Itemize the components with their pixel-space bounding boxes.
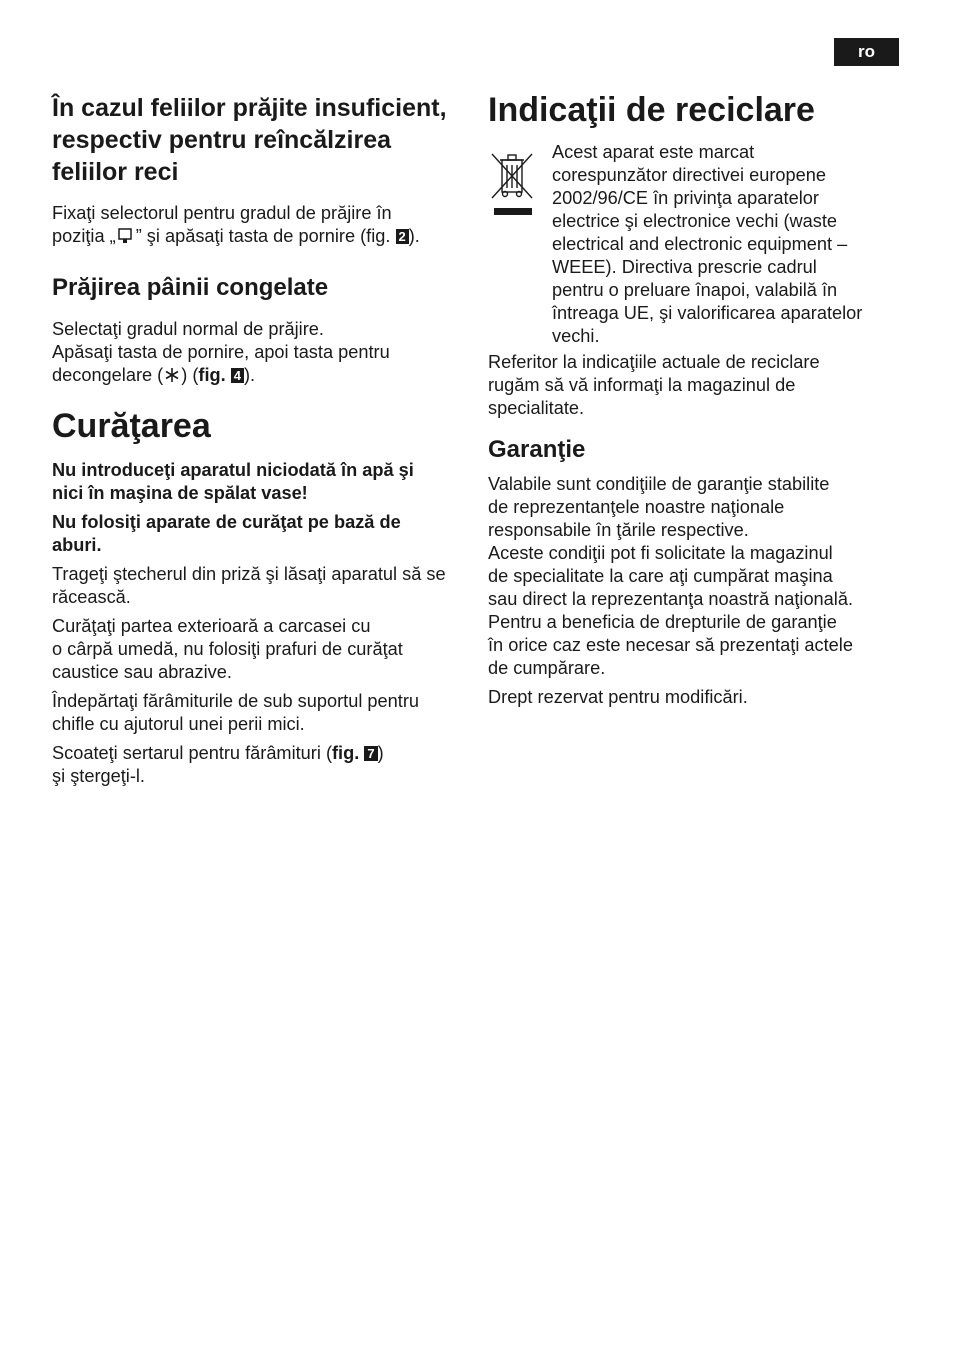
crumb-tray-paragraph [52, 742, 472, 788]
text-line: şi ştergeţi-l. [52, 766, 145, 786]
warranty-paragraph [488, 473, 908, 680]
snowflake-icon [163, 366, 181, 384]
text-line: Aceste condiţii pot fi solicitate la magazinul [488, 543, 833, 563]
text-line: întreaga UE, şi valorificarea aparatelor [552, 303, 863, 323]
text-line: responsabile în ţările respective. [488, 520, 749, 540]
heading-warranty: Garanţie [488, 436, 586, 463]
insufficient-paragraph [52, 202, 472, 248]
crumbs-paragraph: Îndepărtaţi fărâmiturile de sub suportul pentru chifle cu ajutorul unei perii mici. [52, 691, 419, 734]
text-line: Valabile sunt condiţiile de garanţie stabilite [488, 474, 830, 494]
text-line: caustice sau abrazive. [52, 662, 232, 682]
text-fragment: ) ( [181, 365, 199, 385]
text-line [52, 225, 472, 248]
text-line: de reprezentanţele noastre naţionale [488, 497, 785, 517]
text-line: Apăsaţi tasta de pornire, apoi tasta pentru [52, 342, 390, 362]
text-fragment: ) [377, 743, 384, 763]
text-fragment: poziţia „ [52, 226, 116, 246]
text-line: WEEE). Directiva prescrie cadrul [552, 257, 817, 277]
fig-label: fig. [332, 743, 360, 763]
text-line [52, 742, 472, 765]
text-fragment: decongelare ( [52, 365, 164, 385]
text-fragment: ). [243, 365, 256, 385]
figure-reference-badge: 4 [231, 368, 244, 383]
recycling-paragraph [552, 141, 912, 348]
text-line: în orice caz este necesar să prezentaţi actele [488, 635, 853, 655]
text-line: rugăm să vă informaţi la magazinul de [488, 375, 796, 395]
text-line [52, 364, 472, 387]
text-line: electrical and electronic equipment – [552, 234, 848, 254]
text-fragment: ” şi apăsaţi tasta de pornire (fig. [135, 226, 396, 246]
recycling-info-paragraph [488, 351, 908, 420]
figure-reference-badge: 2 [396, 229, 409, 244]
warning-water: Nu introduceţi aparatul niciodată în apă şi nici în maşina de spălat vase! [52, 460, 414, 503]
toaster-level-icon [116, 227, 136, 245]
text-line: pentru o preluare înapoi, valabilă în [552, 280, 838, 300]
text-line: Referitor la indicaţiile actuale de reciclare [488, 352, 820, 372]
figure-reference-badge: 7 [364, 746, 377, 761]
text-fragment: ). [408, 226, 420, 246]
text-line: Acest aparat este marcat [552, 142, 755, 162]
warning-steam: Nu folosiţi aparate de curăţat pe bază de aburi. [52, 512, 401, 555]
weee-crossed-bin-icon [488, 150, 536, 220]
text-line: de cumpărare. [488, 658, 606, 678]
exterior-paragraph [52, 615, 472, 684]
text-line: 2002/96/CE în privinţa aparatelor [552, 188, 819, 208]
text-line: Pentru a beneficia de drepturile de garanţie [488, 612, 837, 632]
text-line: o cârpă umedă, nu folosiţi prafuri de curăţat [52, 639, 403, 659]
fig-label: fig. [198, 365, 226, 385]
language-badge: ro [834, 38, 899, 66]
heading-frozen-bread: Prăjirea pâinii congelate [52, 274, 329, 301]
rights-reserved-note: Drept rezervat pentru modificări. [488, 687, 748, 707]
text-line: corespunzător directivei europene [552, 165, 826, 185]
heading-cleaning: Curăţarea [52, 407, 211, 445]
text-line: electrice şi electronice vechi (waste [552, 211, 838, 231]
text-line: Selectaţi gradul normal de prăjire. [52, 319, 324, 339]
text-line: specialitate. [488, 398, 585, 418]
heading-insufficient-toasting: În cazul feliilor prăjite insuficient, respectiv pentru reîncălzirea feliilor reci [52, 94, 447, 186]
text-line: sau direct la reprezentanţa noastră naţională. [488, 589, 853, 609]
frozen-paragraph [52, 318, 472, 387]
unplug-paragraph: Trageţi ştecherul din priză şi lăsaţi aparatul să se răcească. [52, 564, 446, 607]
text-fragment: Scoateţi sertarul pentru fărâmituri ( [52, 743, 332, 763]
heading-recycling: Indicaţii de reciclare [488, 91, 815, 129]
text-line: Curăţaţi partea exterioară a carcasei cu [52, 616, 371, 636]
text-line: de specialitate la care aţi cumpărat maşina [488, 566, 833, 586]
text-line: vechi. [552, 326, 600, 346]
text-line: Fixaţi selectorul pentru gradul de prăjire în [52, 203, 392, 223]
